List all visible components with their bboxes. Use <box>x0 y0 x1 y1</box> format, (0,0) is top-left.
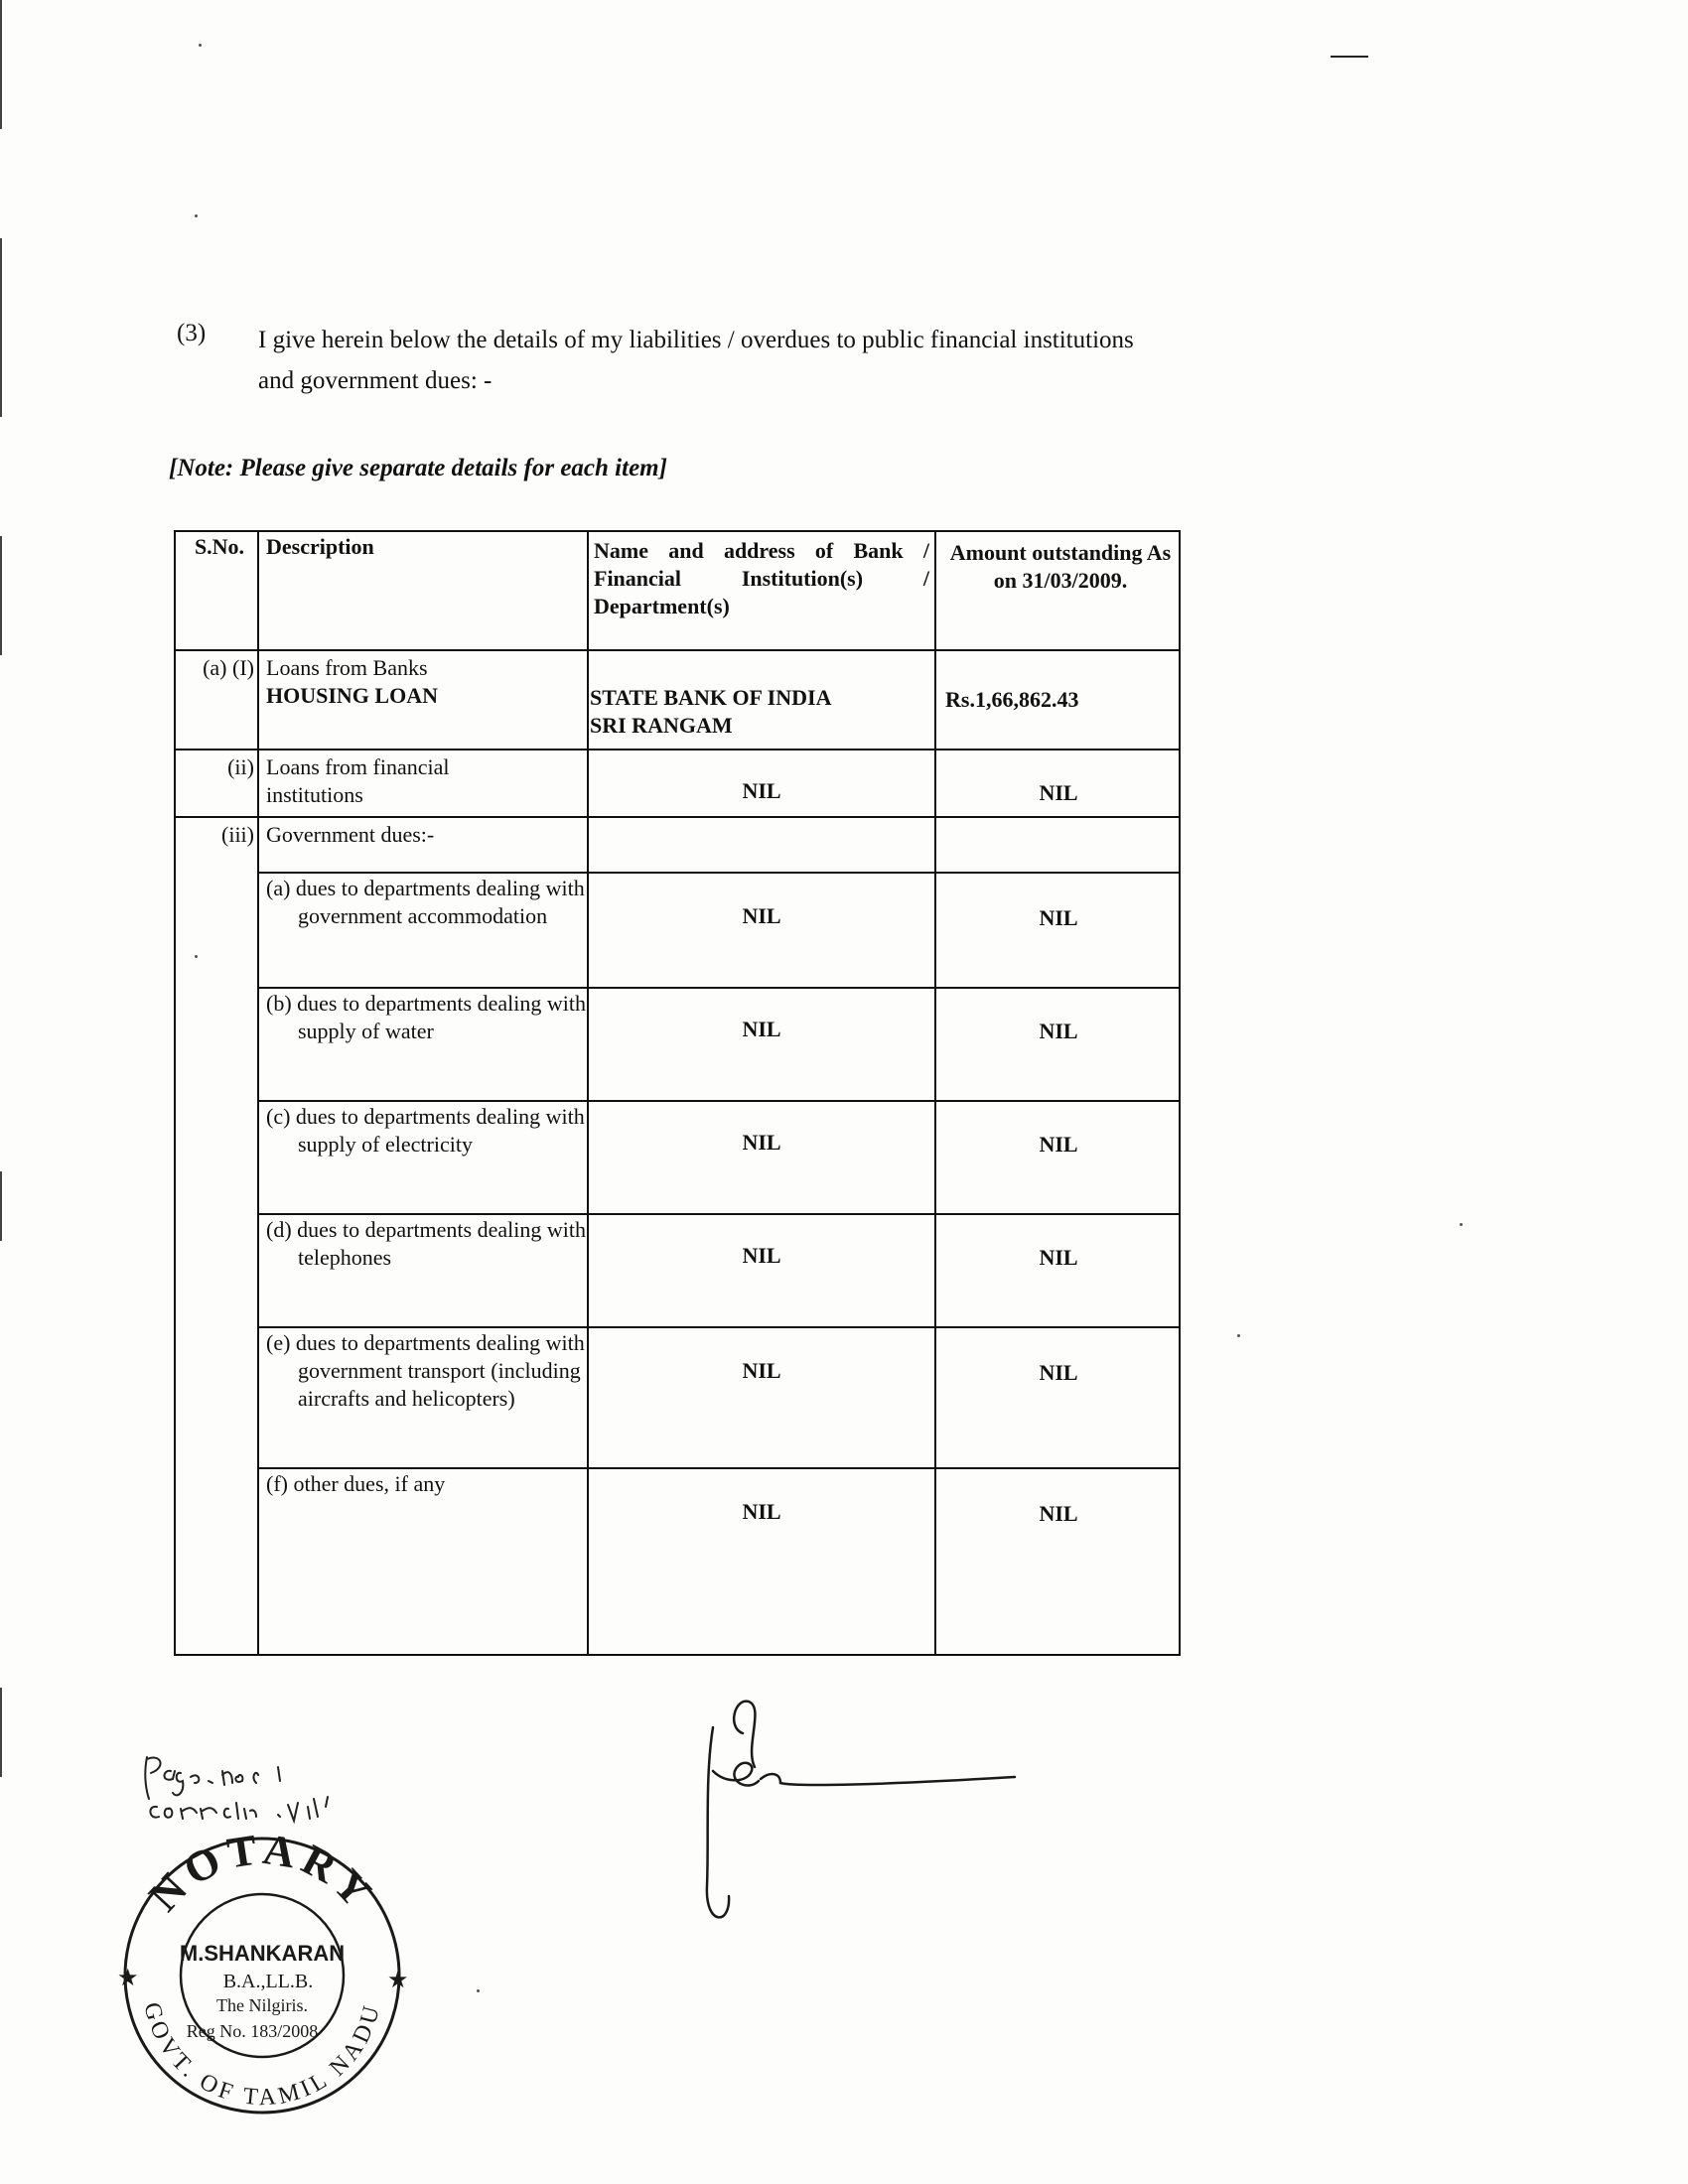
row-amount: NIL <box>1039 1245 1078 1270</box>
note-text: [Note: Please give separate details for each item] <box>169 455 667 481</box>
row-amount: NIL <box>1039 1019 1078 1043</box>
row-description: (f) other dues, if any <box>266 1471 446 1496</box>
scan-margin-line <box>0 536 2 655</box>
row-description: Loans from financial institutions <box>266 754 450 807</box>
scan-margin-line <box>0 0 2 129</box>
row-amount: NIL <box>1039 905 1078 930</box>
row-bank: NIL <box>742 778 781 803</box>
header-amount: Amount outstanding As on 31/03/2009. <box>949 540 1172 593</box>
stamp-star-left: ★ <box>117 1966 139 1991</box>
row-description: (c) dues to departments dealing with supply of electricity <box>266 1104 585 1157</box>
row-sno: (ii) <box>227 754 254 779</box>
row-description-type: HOUSING LOAN <box>266 683 438 708</box>
scan-speck <box>195 214 198 217</box>
row-amount: NIL <box>1039 1132 1078 1157</box>
scan-speck <box>1460 1223 1463 1226</box>
row-bank: NIL <box>742 1130 781 1155</box>
svg-text:GOVT. OF TAMIL NADU <box>138 2000 385 2112</box>
signature <box>685 1688 1043 1936</box>
row-description: (e) dues to departments dealing with government transport (including aircrafts and helicopters) <box>266 1330 585 1411</box>
row-description: Government dues:- <box>266 822 435 847</box>
row-bank: NIL <box>742 1017 781 1041</box>
row-description: (a) dues to departments dealing with government accommodation <box>266 876 585 928</box>
row-bank-name: STATE BANK OF INDIA <box>590 685 832 710</box>
row-description: (b) dues to departments dealing with supply of water <box>266 991 586 1043</box>
scan-margin-line <box>0 1171 2 1241</box>
row-amount: NIL <box>1039 1501 1078 1526</box>
scan-margin-line <box>0 1688 2 1777</box>
row-amount: Rs.1,66,862.43 <box>945 687 1079 712</box>
stamp-title: NOTARY <box>139 1824 385 1921</box>
row-bank: NIL <box>742 903 781 928</box>
row-amount: NIL <box>1039 1360 1078 1385</box>
row-amount: NIL <box>1039 780 1078 805</box>
stamp-name: M.SHANKARAN <box>179 1941 346 1966</box>
row-sno: (a) (I) <box>203 655 254 680</box>
stamp-degree: B.A.,LL.B. <box>222 1971 314 1992</box>
stamp-bottom-text: GOVT. OF TAMIL NADU <box>138 1999 386 2112</box>
header-bank: Name and address of Bank / Financial Institution(s) / Department(s) <box>594 538 929 618</box>
paragraph-number: (3) <box>177 320 207 346</box>
row-bank: NIL <box>742 1358 781 1383</box>
stamp-reg: Reg No. 183/2008 <box>186 2021 319 2041</box>
notary-stamp <box>103 1817 421 2115</box>
header-sno: S.No. <box>194 534 245 559</box>
scan-speck <box>199 44 202 47</box>
scan-speck <box>1237 1334 1240 1337</box>
row-description: Loans from Banks <box>266 655 428 680</box>
scan-speck <box>477 1989 480 1992</box>
paragraph-text: I give herein below the details of my liabilities / overdues to public financial institutions and government dues: - <box>258 327 1134 394</box>
header-description: Description <box>266 534 374 559</box>
scan-margin-line <box>0 238 2 417</box>
stamp-place: The Nilgiris. <box>216 1995 308 2015</box>
row-bank: NIL <box>742 1499 781 1524</box>
row-description: (d) dues to departments dealing with telephones <box>266 1217 586 1270</box>
stamp-star-right: ★ <box>387 1968 409 1993</box>
row-bank: NIL <box>742 1243 781 1268</box>
scan-mark <box>1331 56 1368 58</box>
row-sno: (iii) <box>221 822 254 847</box>
liabilities-table <box>173 529 1182 1657</box>
row-bank-branch: SRI RANGAM <box>590 713 733 738</box>
